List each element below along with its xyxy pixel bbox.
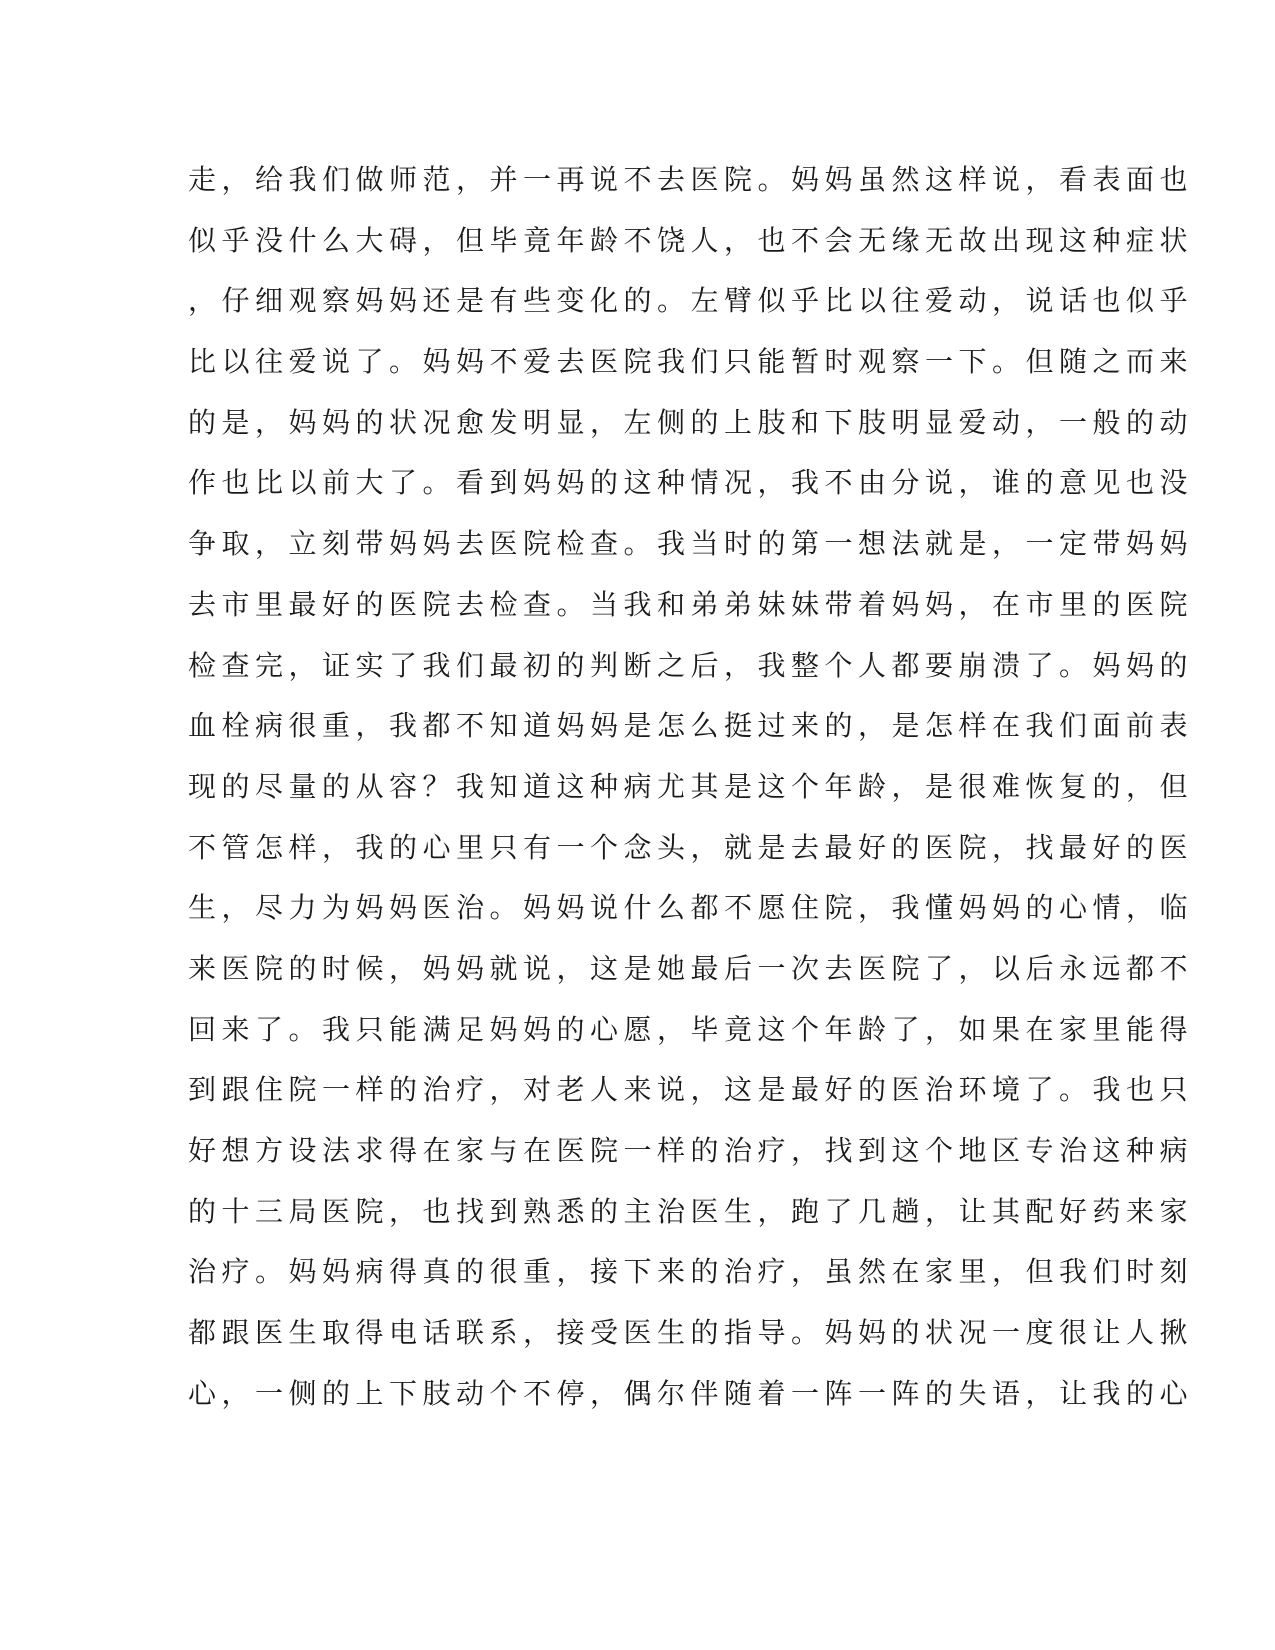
text-line: 现的尽量的从容？我知道这种病尤其是这个年龄，是很难恢复的，但 [188,769,1194,803]
text-line: 走，给我们做师范，并一再说不去医院。妈妈虽然这样说，看表面也 [188,163,1194,196]
text-line: 来医院的时候，妈妈就说，这是她最后一次去医院了，以后永远都不 [188,951,1194,985]
text-line: 都跟医生取得电话联系，接受医生的指导。妈妈的状况一度很让人揪 [188,1316,1194,1350]
text-line: 生，尽力为妈妈医治。妈妈说什么都不愿住院，我懂妈妈的心情，临 [188,891,1194,925]
text-line: 比以往爱说了。妈妈不爱去医院我们只能暂时观察一下。但随之而来 [188,345,1194,379]
text-line: 的是，妈妈的状况愈发明显，左侧的上肢和下肢明显爱动，一般的动 [188,405,1194,439]
text-line: 检查完，证实了我们最初的判断之后，我整个人都要崩溃了。妈妈的 [188,648,1194,682]
text-line: ，仔细观察妈妈还是有些变化的。左臂似乎比以往爱动，说话也似乎 [188,284,1194,318]
text-line: 去市里最好的医院去检查。当我和弟弟妹妹带着妈妈，在市里的医院 [188,587,1194,621]
text-line: 作也比以前大了。看到妈妈的这种情况，我不由分说，谁的意见也没 [188,466,1194,500]
body-text [188,160,1194,1434]
text-line: 争取，立刻带妈妈去医院检查。我当时的第一想法就是，一定带妈妈 [188,527,1194,561]
text-line: 回来了。我只能满足妈妈的心愿，毕竟这个年龄了，如果在家里能得 [188,1012,1194,1046]
text-line: 心，一侧的上下肢动个不停，偶尔伴随着一阵一阵的失语，让我的心 [188,1376,1194,1410]
text-line: 治疗。妈妈病得真的很重，接下来的治疗，虽然在家里，但我们时刻 [188,1255,1194,1289]
text-line: 到跟住院一样的治疗，对老人来说，这是最好的医治环境了。我也只 [188,1073,1194,1107]
text-line: 血栓病很重，我都不知道妈妈是怎么挺过来的，是怎样在我们面前表 [188,709,1194,743]
text-line: 好想方设法求得在家与在医院一样的治疗，找到这个地区专治这种病 [188,1134,1194,1167]
text-line: 似乎没什么大碍，但毕竟年龄不饶人，也不会无缘无故出现这种症状 [188,223,1194,257]
text-line: 的十三局医院，也找到熟悉的主治医生，跑了几趟，让其配好药来家 [188,1194,1194,1228]
text-line: 不管怎样，我的心里只有一个念头，就是去最好的医院，找最好的医 [188,830,1194,864]
